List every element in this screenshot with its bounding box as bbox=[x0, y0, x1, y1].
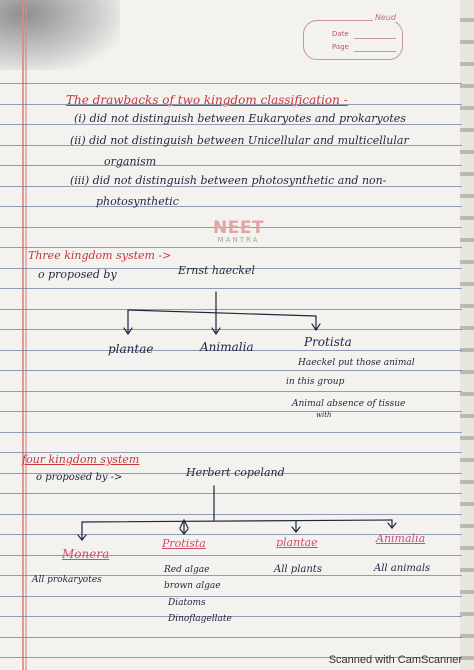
section3-proposed: o proposed by -> bbox=[36, 472, 123, 483]
scanner-footer: Scanned with CamScanner bbox=[328, 654, 462, 666]
protista-note: Haeckel put those animal bbox=[298, 358, 415, 368]
protista-item: brown algae bbox=[164, 581, 221, 591]
section2-proposed: o proposed by bbox=[38, 268, 117, 281]
watermark-title: NEET bbox=[213, 218, 265, 238]
kingdom-protista: Protista bbox=[162, 537, 206, 550]
section1-point: (iii) did not distinguish between photosynthetic and non- bbox=[70, 174, 387, 187]
page-label: Page bbox=[332, 43, 349, 51]
protista-item: Red algae bbox=[164, 565, 210, 575]
monera-item: All prokaryotes bbox=[32, 575, 102, 585]
protista-note: Animal absence of tissue bbox=[292, 399, 406, 409]
section1-point: photosynthetic bbox=[96, 195, 179, 208]
section1-heading: The drawbacks of two kingdom classification - bbox=[66, 93, 348, 107]
date-label: Date bbox=[332, 30, 349, 38]
brand-logo: Neud bbox=[374, 13, 396, 22]
section3-heading: four kingdom system bbox=[22, 453, 140, 466]
protista-note: with bbox=[316, 411, 332, 419]
plantae-item: All plants bbox=[274, 564, 322, 575]
tree-branch bbox=[128, 310, 316, 316]
animalia-item: All animals bbox=[374, 563, 431, 574]
kingdom-protista: Protista bbox=[304, 335, 352, 349]
protista-item: Diatoms bbox=[168, 598, 206, 608]
tree-branch bbox=[82, 520, 392, 522]
kingdom-plantae: plantae bbox=[108, 342, 154, 356]
kingdom-plantae: plantae bbox=[276, 536, 318, 549]
kingdom-animalia: Animalia bbox=[200, 340, 254, 354]
section2-heading: Three kingdom system -> bbox=[28, 249, 172, 262]
protista-item: Dinoflagellate bbox=[168, 614, 232, 624]
protista-note: in this group bbox=[286, 377, 345, 387]
section3-author: Herbert copeland bbox=[186, 466, 285, 479]
section1-point: (i) did not distinguish between Eukaryotes and prokaryotes bbox=[74, 112, 406, 125]
kingdom-monera: Monera bbox=[62, 547, 110, 561]
section2-author: Ernst haeckel bbox=[178, 264, 255, 277]
kingdom-animalia: Animalia bbox=[376, 532, 426, 545]
section1-point: (ii) did not distinguish between Unicellular and multicellular bbox=[70, 134, 409, 147]
watermark-subtitle: MANTRA bbox=[217, 236, 260, 244]
section1-point: organism bbox=[104, 155, 157, 168]
